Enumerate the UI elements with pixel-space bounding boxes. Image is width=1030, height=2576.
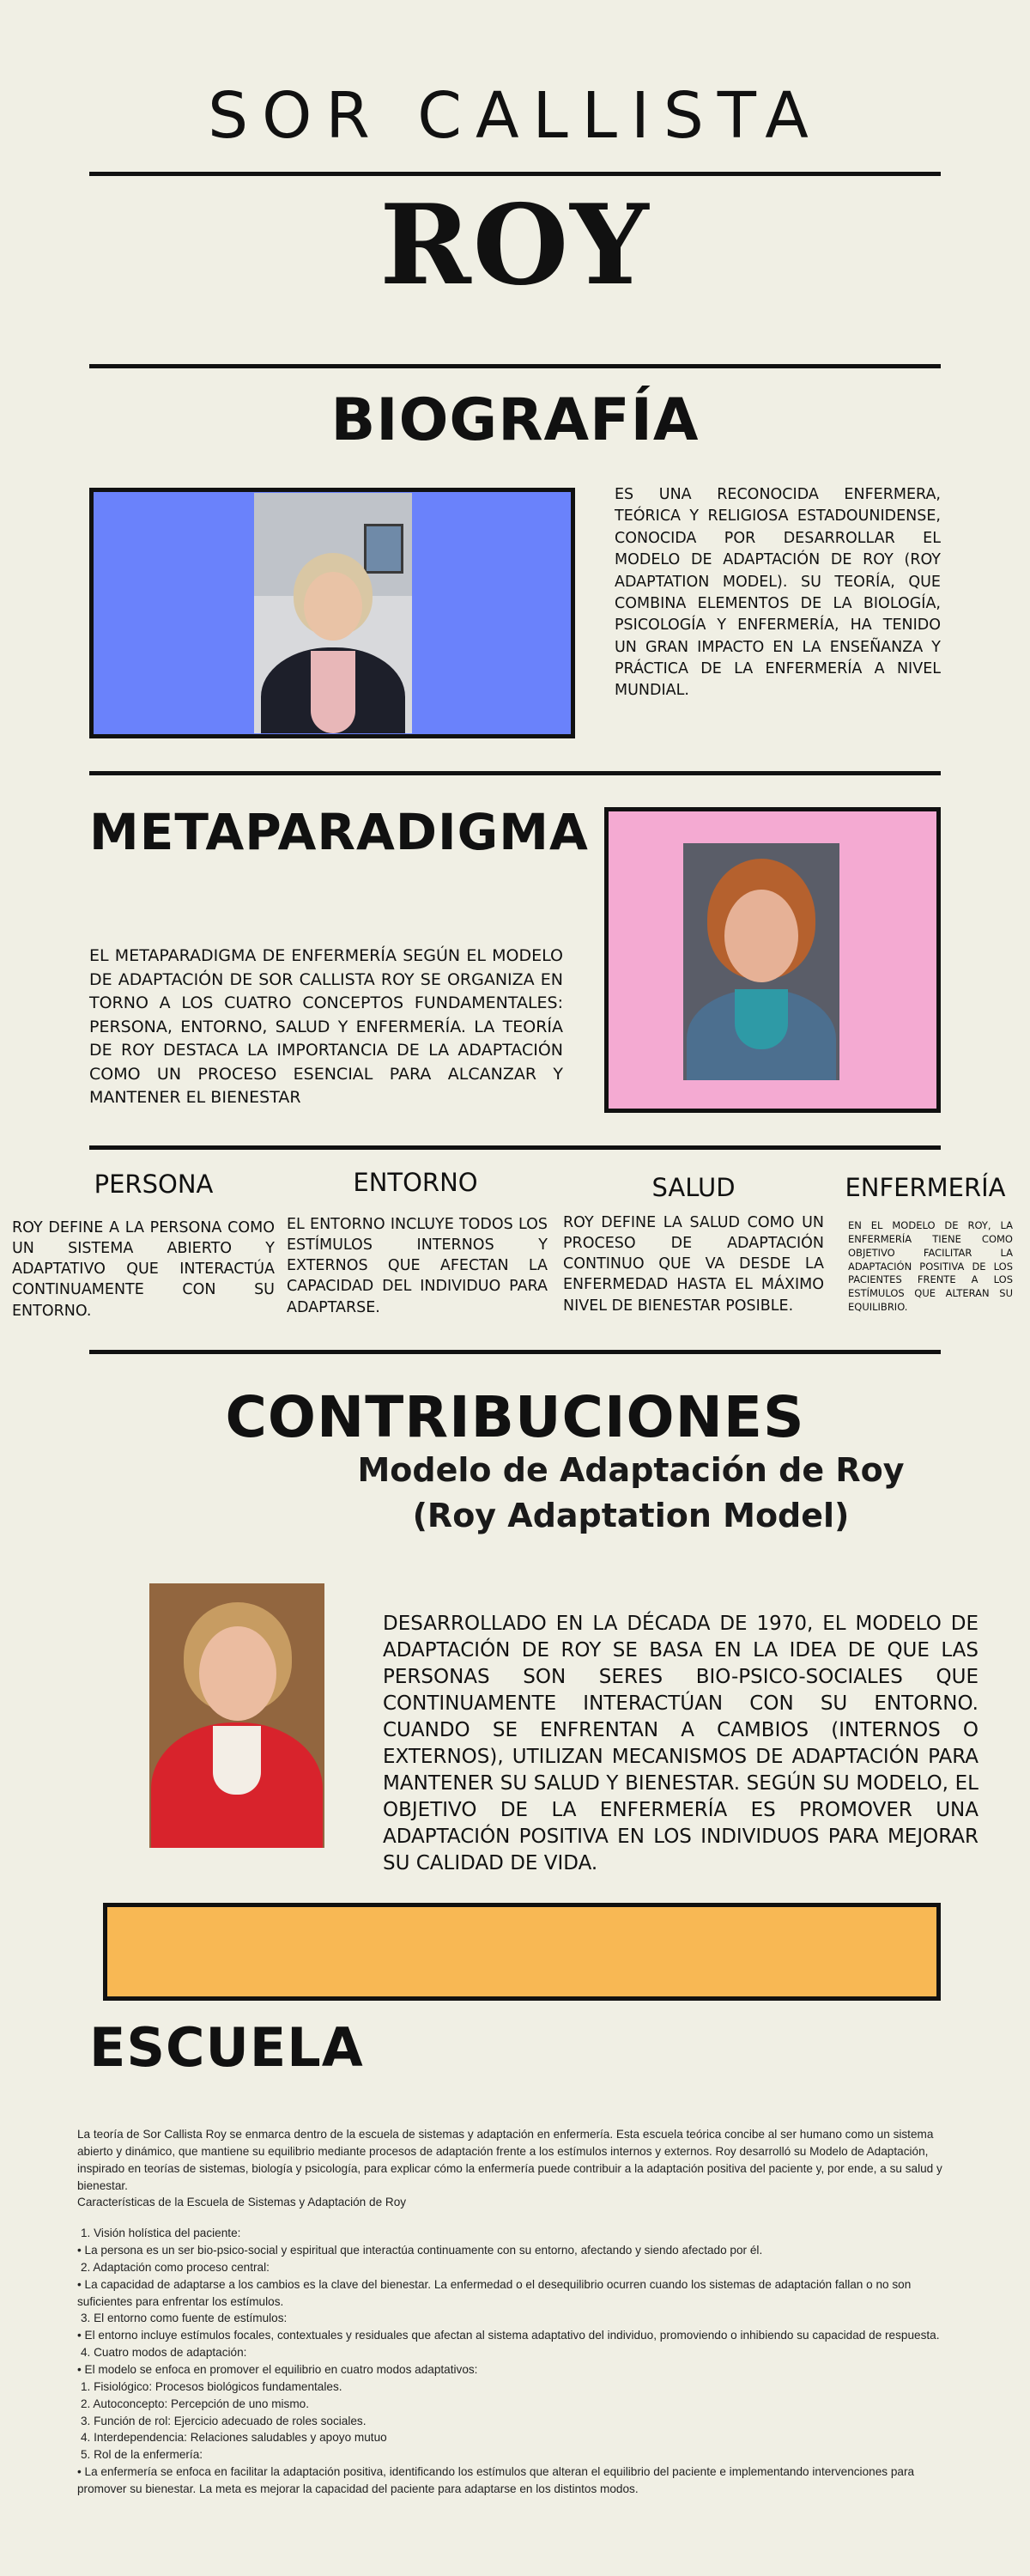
escuela-intro: La teoría de Sor Callista Roy se enmarca dentro de la escuela de sistemas y adaptación en enfermería. Esta escuela teórica concibe al ser humano como un sistema abierto y dinámico, que mantiene su equilibrio mediante procesos de adaptación frente a los estímulos internos y externos. Roy desarrolló su Modelo de Adaptación, inspirado en teorías de sistemas, biología y psicología, para explicar cómo la enfermería puede contribuir a la adaptación positiva del paciente y, por ende, a su salud y bienestar. (77, 2128, 942, 2192)
spacer (77, 2211, 946, 2225)
biografia-portrait (254, 493, 412, 733)
biografia-title: BIOGRAFÍA (330, 386, 700, 454)
concept-salud-text: ROY DEFINE LA SALUD COMO UN PROCESO DE ADAPTACIÓN CONTINUO QUE VA DESDE LA ENFERMEDAD HASTA EL MÁXIMO NIVEL DE BIENESTAR POSIBLE. (563, 1214, 824, 1315)
escuela-line: 3. El entorno como fuente de estímulos: (81, 2312, 288, 2325)
metaparadigma-text: EL METAPARADIGMA DE ENFERMERÍA SEGÚN EL MODELO DE ADAPTACIÓN DE SOR CALLISTA ROY SE ORGANIZA EN TORNO A LOS CUATRO CONCEPTOS FUNDAMENTALES: PERSONA, ENTORNO, SALUD Y ENFERMERÍA. LA TEORÍA DE ROY DESTACA LA IMPORTANCIA DE LA ADAPTACIÓN COMO UN PROCESO ESENCIAL PARA ALCANZAR Y MANTENER EL BIENESTAR (89, 946, 563, 1108)
header-title: SOR CALLISTA (208, 79, 822, 153)
concept-persona-title: PERSONA (94, 1170, 214, 1199)
escuela-subheading: Características de la Escuela de Sistemas y Adaptación de Roy (77, 2196, 407, 2209)
divider (89, 364, 941, 368)
divider (89, 1350, 941, 1354)
divider (89, 1145, 941, 1150)
divider (89, 172, 941, 176)
escuela-line: 1. Fisiológico: Procesos biológicos fundamentales. (81, 2379, 342, 2393)
escuela-line: 5. Rol de la enfermería: (81, 2448, 203, 2462)
concept-entorno-text: EL ENTORNO INCLUYE TODOS LOS ESTÍMULOS INTERNOS Y EXTERNOS QUE AFECTAN LA CAPACIDAD DEL INDIVIDUO PARA ADAPTARSE. (287, 1216, 548, 1316)
concept-salud-title: SALUD (651, 1173, 736, 1202)
metaparadigma-portrait (683, 843, 839, 1080)
escuela-line: • El entorno incluye estímulos focales, contextuales y residuales que afectan al sistema adaptativo del individuo, promoviendo o inhibiendo su capacidad de respuesta. (77, 2329, 940, 2342)
escuela-line: • La persona es un ser bio-psico-social y espiritual que interactúa continuamente con su entorno, afectando y siendo afectado por él. (77, 2244, 763, 2257)
escuela-line: 4. Interdependencia: Relaciones saludables y apoyo mutuo (81, 2431, 387, 2445)
contribuciones-portrait (149, 1583, 324, 1848)
escuela-line: 4. Cuatro modos de adaptación: (81, 2346, 247, 2360)
concept-enfermeria-text: EN EL MODELO DE ROY, LA ENFERMERÍA TIENE COMO OBJETIVO FACILITAR LA ADAPTACIÓN POSITIVA DE LOS PACIENTES FRENTE A LOS ESTÍMULOS QUE ALTERAN SU EQUILIBRIO. (848, 1219, 1013, 1314)
contribuciones-text: DESARROLLADO EN LA DÉCADA DE 1970, EL MODELO DE ADAPTACIÓN DE ROY SE BASA EN LA IDEA DE QUE LAS PERSONAS SON SERES BIO-PSICO-SOCIALES QUE CONTINUAMENTE INTERACTÚAN CON SU ENTORNO. CUANDO SE ENFRENTAN A CAMBIOS (INTERNOS O EXTERNOS), UTILIZAN MECANISMOS DE ADAPTACIÓN PARA MANTENER SU SALUD Y BIENESTAR. SEGÚN SU MODELO, EL OBJETIVO DE LA ENFERMERÍA ES PROMOVER UNA ADAPTACIÓN POSITIVA EN LOS INDIVIDUOS PARA MEJORAR SU CALIDAD DE VIDA. (383, 1613, 978, 1875)
escuela-title: ESCUELA (89, 2016, 364, 2079)
concept-entorno-title: ENTORNO (353, 1168, 478, 1197)
biografia-text: ES UNA RECONOCIDA ENFERMERA, TEÓRICA Y RELIGIOSA ESTADOUNIDENSE, CONOCIDA POR DESARROLLAR EL MODELO DE ADAPTACIÓN DE ROY (ROY ADAPTATION MODEL). SU TEORÍA, QUE COMBINA ELEMENTOS DE LA BIOLOGÍA, PSICOLOGÍA Y ENFERMERÍA, HA TENIDO UN GRAN IMPACTO EN LA ENSEÑANZA Y PRÁCTICA DE LA ENFERMERÍA A NIVEL MUNDIAL. (615, 486, 941, 700)
highlight-box (103, 1903, 941, 2001)
escuela-line: 3. Función de rol: Ejercicio adecuado de roles sociales. (81, 2414, 367, 2427)
metaparadigma-title: METAPARADIGMA (89, 803, 589, 861)
escuela-text (77, 2126, 946, 2498)
escuela-line: 1. Visión holística del paciente: (81, 2227, 241, 2240)
header-name: ROY (379, 181, 651, 310)
escuela-line: 2. Autoconcepto: Percepción de uno mismo. (81, 2397, 309, 2410)
escuela-line: 2. Adaptación como proceso central: (81, 2260, 270, 2274)
escuela-line: • La enfermería se enfoca en facilitar la adaptación positiva, identificando los estímulos que alteran el equilibrio del paciente e implementando intervenciones para promover su bienestar. La meta es mejorar la capacidad del paciente para adaptarse en los distintos modos. (77, 2465, 915, 2495)
contribuciones-title: CONTRIBUCIONES (225, 1384, 805, 1450)
escuela-line: • El modelo se enfoca en promover el equilibrio en cuatro modos adaptativos: (77, 2362, 478, 2376)
concept-enfermeria-title: ENFERMERÍA (845, 1173, 1006, 1202)
concept-persona-text: ROY DEFINE A LA PERSONA COMO UN SISTEMA ABIERTO Y ADAPTATIVO QUE INTERACTÚA CONTINUAMENTE CON SU ENTORNO. (12, 1219, 275, 1320)
divider (89, 771, 941, 775)
escuela-line: • La capacidad de adaptarse a los cambios es la clave del bienestar. La enfermedad o el desequilibrio ocurren cuando los sistemas de adaptación fallan o no son suficientes para enfrentar los estímulos. (77, 2277, 912, 2308)
contribuciones-subtitle: Modelo de Adaptación de Roy (Roy Adaptation Model) (357, 1451, 905, 1535)
